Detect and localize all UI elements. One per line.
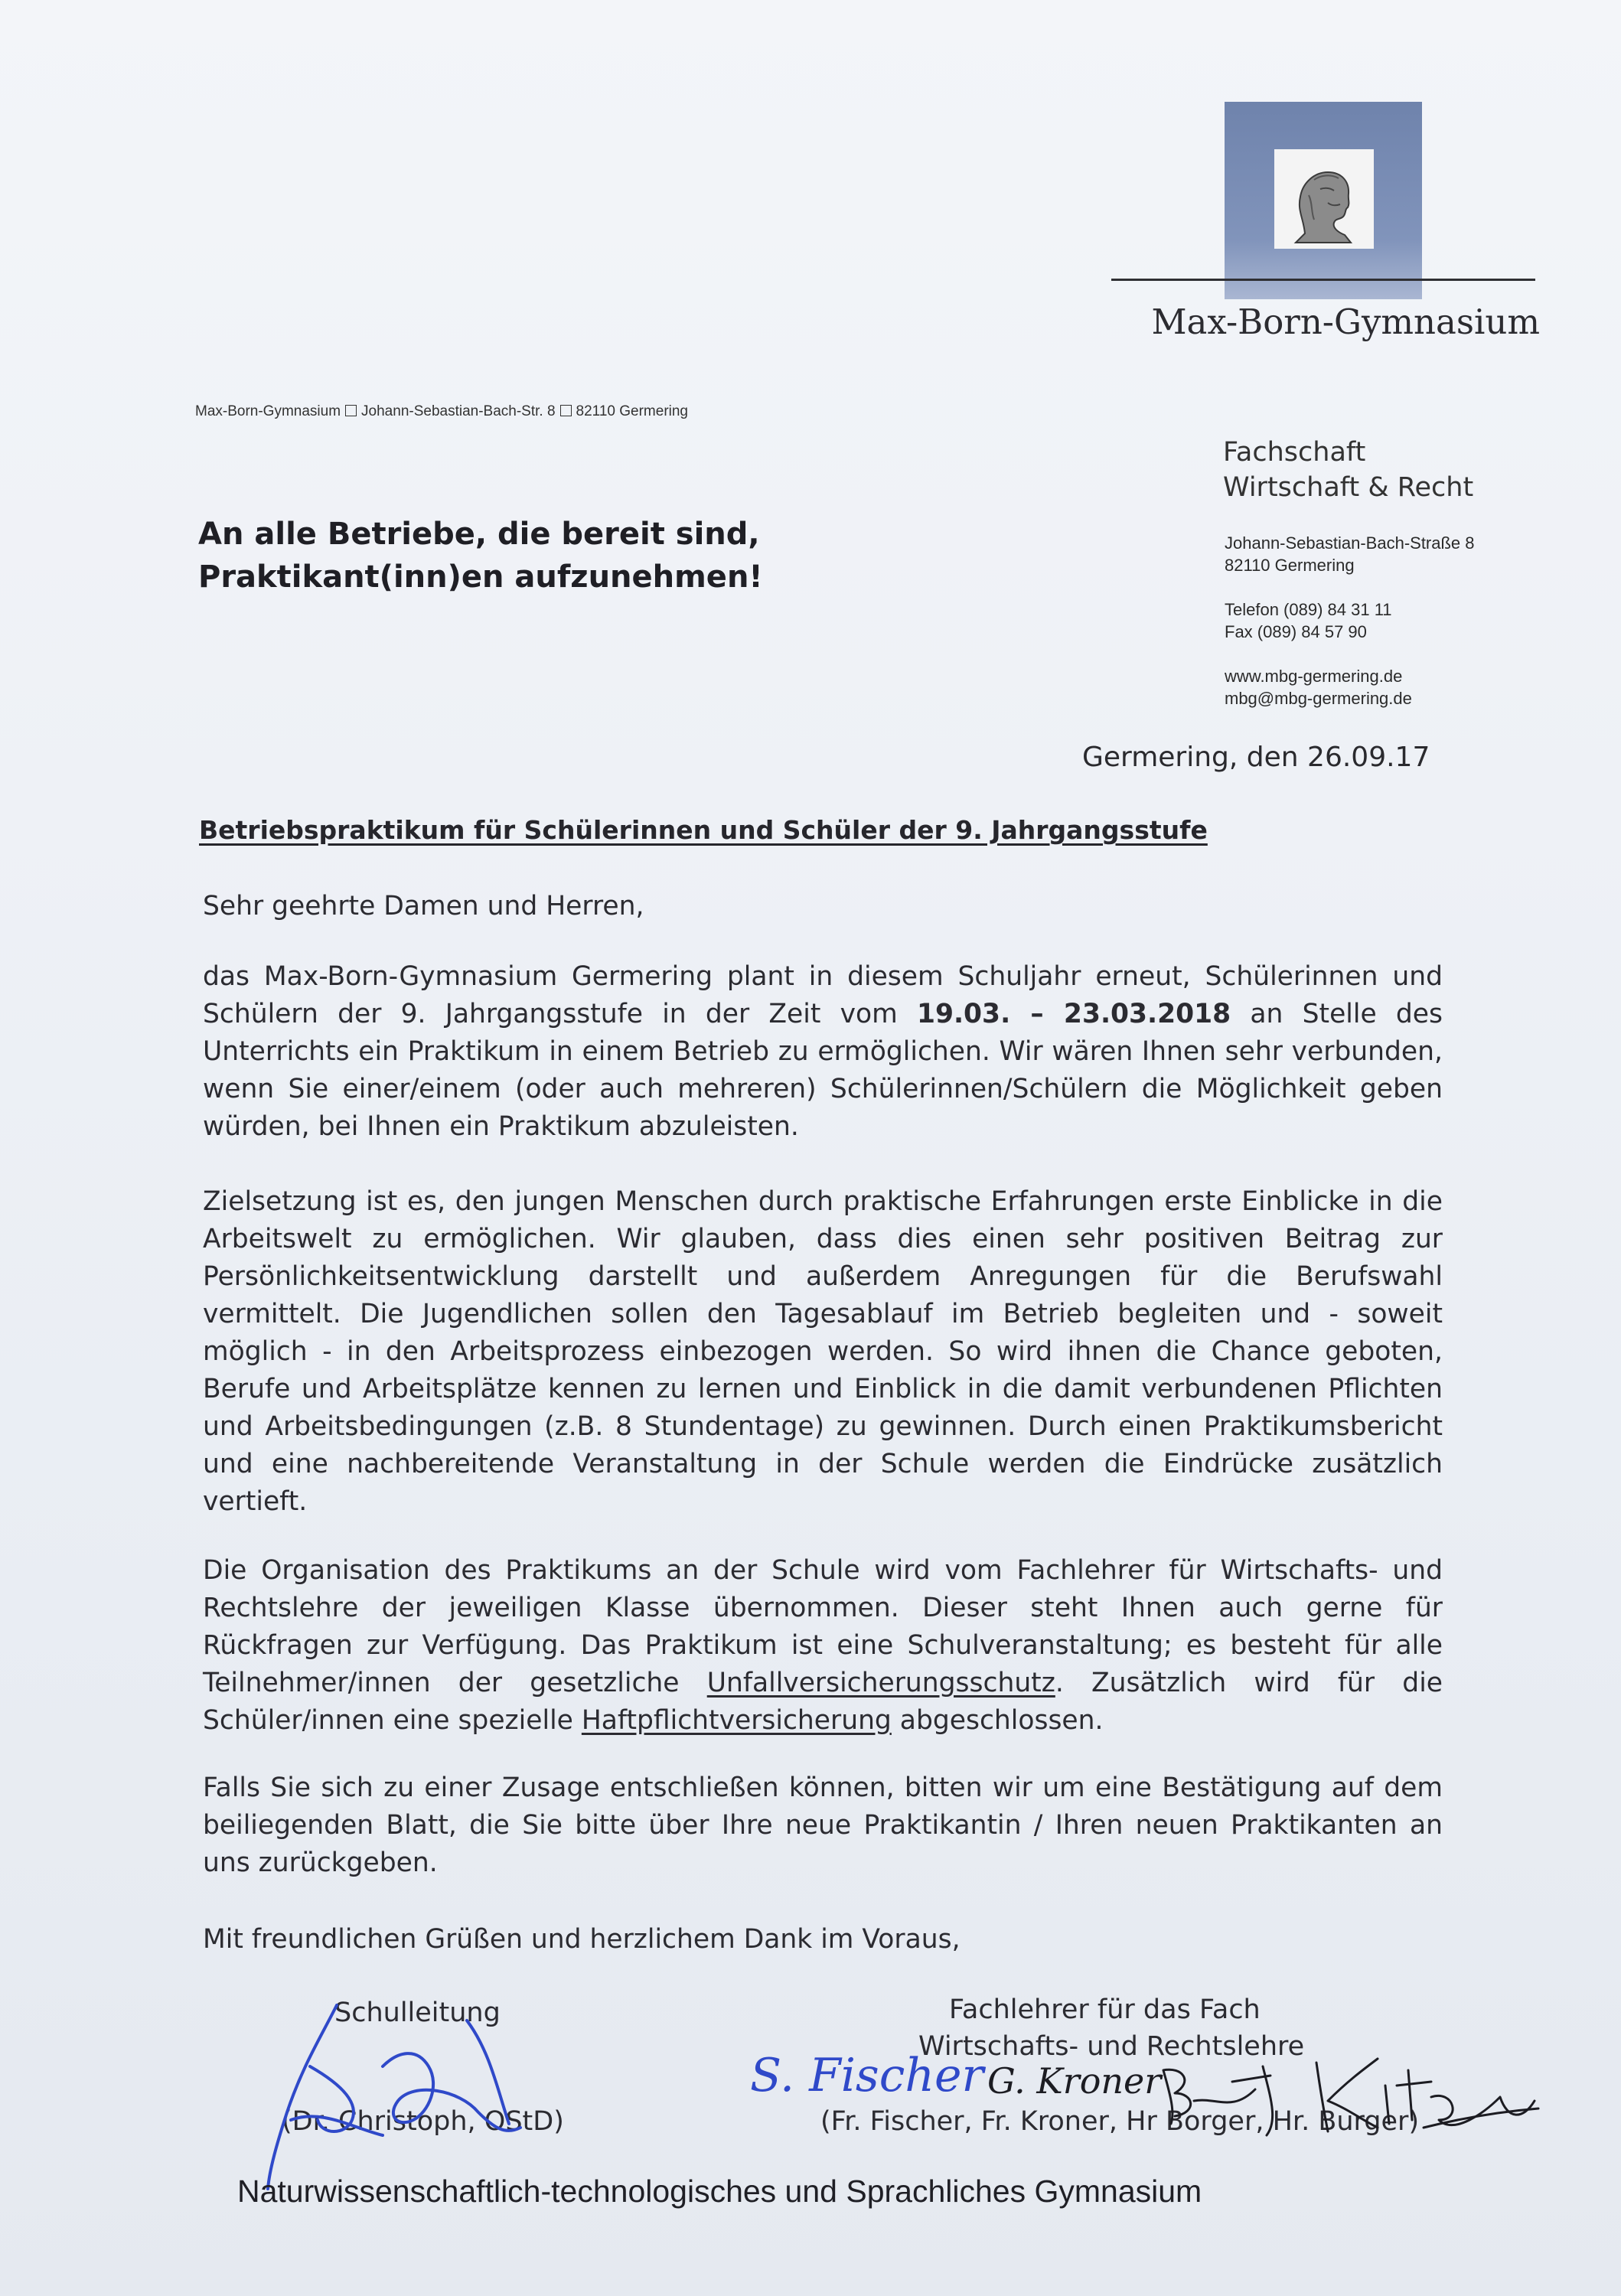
department-name (1223, 435, 1473, 505)
paragraph-1-text-b: an Stelle des Unterrichts ein Praktikum in einem Betrieb zu ermöglichen. Wir wären Ihnen sehr verbunden, wenn Sie einer/einem (oder auch mehreren) Schülerinnen/Schülern die Möglichkeit geben würden, bei Ihnen ein Praktikum abzuleisten. (203, 999, 1443, 1142)
headline (198, 513, 763, 598)
sender-school: Max-Born-Gymnasium (195, 403, 341, 419)
signature-fischer: S. Fischer (750, 2049, 984, 2102)
paragraph-3-text-c: abgeschlossen. (891, 1705, 1104, 1736)
principal-name: (Dr. Christoph, OStD) (282, 2106, 564, 2137)
phone-number: Telefon (089) 84 31 11 (1225, 600, 1392, 619)
address-street: Johann-Sebastian-Bach-Straße 8 (1225, 533, 1475, 553)
school-profile-footer: Naturwissenschaftlich-technologisches und Sprachliches Gymnasium (237, 2174, 1202, 2209)
letterhead-rule (1111, 279, 1535, 281)
teachers-title-1: Fachlehrer für das Fach (949, 1994, 1261, 2025)
subject-line: Betriebspraktikum für Schülerinnen und Schüler der 9. Jahrgangsstufe (199, 815, 1208, 845)
paragraph-1-text-a: das Max-Born-Gymnasium Germering plant in diesem Schuljahr erneut, Schülerinnen und Schülern der 9. Jahrgangsstufe in der Zeit vom (203, 961, 1443, 1029)
sender-city: 82110 Germering (576, 403, 688, 419)
paragraph-3-text-a: Die Organisation des Praktikums an der Schule wird vom Fachlehrer für Wirtschafts- und Rechtslehre der jeweiligen Klasse übernommen. Dieser steht Ihnen auch gerne für Rückfragen zur Verfügung. Das Praktikum ist eine Schulveranstaltung; es besteht für alle Teilnehmer/innen der gesetzliche (203, 1555, 1443, 1698)
address-city: 82110 Germering (1225, 556, 1355, 575)
principal-title: Schulleitung (334, 1998, 501, 2028)
separator-box-icon (345, 405, 357, 416)
department-web-email (1225, 665, 1412, 709)
headline-line-1: An alle Betriebe, die bereit sind, (198, 517, 760, 552)
sender-street: Johann-Sebastian-Bach-Str. 8 (361, 403, 556, 419)
website-link[interactable]: www.mbg-germering.de (1225, 667, 1403, 686)
principal-signature-stroke (268, 2005, 337, 2189)
email-link[interactable]: mbg@mbg-germering.de (1225, 689, 1412, 708)
headline-line-2: Praktikant(inn)en aufzunehmen! (198, 559, 763, 595)
liability-insurance-term: Haftpflichtversicherung (581, 1705, 892, 1736)
closing: Mit freundlichen Grüßen und herzlichem Dank im Voraus, (203, 1924, 961, 1955)
school-name: Max-Born-Gymnasium (1151, 302, 1540, 342)
signature-kroner: G. Kroner (987, 2060, 1162, 2102)
paragraph-3 (203, 1552, 1443, 1740)
letter-date: Germering, den 26.09.17 (1082, 742, 1430, 773)
paragraph-2: Zielsetzung ist es, den jungen Menschen durch praktische Erfahrungen erste Einblicke in die Arbeitswelt zu ermöglichen. Wir glauben, dass dies einen sehr positiven Beitrag zur Persönlichkeitsentwicklung darstellt und außerdem Anregungen für die Berufswahl vermittelt. Die Jugendlichen sollen den Tagesablauf im Betrieb begleiten und - soweit möglich - in den Arbeitsprozess einbezogen werden. So wird ihnen die Chance geboten, Berufe und Arbeitsplätze kennen zu lernen und Einblick in die damit verbundenen Pflichten und Arbeitsbedingungen (z.B. 8 Stundentage) zu gewinnen. Durch einen Praktikumsbericht und eine nachbereitende Veranstaltung in der Schule werden die Eindrücke zusätzlich vertieft. (203, 1186, 1443, 1517)
separator-box-icon (560, 405, 572, 416)
fax-number: Fax (089) 84 57 90 (1225, 622, 1367, 641)
teachers-title-2: Wirtschafts- und Rechtslehre (918, 2031, 1305, 2062)
sender-return-address (195, 403, 688, 420)
teachers-names: (Fr. Fischer, Fr. Kroner, Hr Borger, Hr. Burger) (820, 2106, 1420, 2137)
paragraph-3-text-b: . Zusätzlich wird für die Schüler/innen eine spezielle (203, 1668, 1443, 1736)
portrait-image (1274, 149, 1374, 249)
department-phone-fax (1225, 598, 1392, 643)
paragraph-4: Falls Sie sich zu einer Zusage entschließen können, bitten wir um eine Bestätigung auf dem beiliegenden Blatt, die Sie bitte über Ihre neue Praktikantin / Ihren neuen Praktikanten an uns zurückgeben. (203, 1773, 1443, 1878)
salutation: Sehr geehrte Damen und Herren, (203, 891, 644, 921)
department-address (1225, 532, 1475, 576)
department-line-1: Fachschaft (1223, 437, 1366, 468)
paragraph-1 (203, 958, 1443, 1146)
signature-burger-stroke (1424, 2108, 1538, 2128)
accident-insurance-term: Unfallversicherungsschutz (706, 1668, 1055, 1698)
department-line-2: Wirtschaft & Recht (1223, 472, 1474, 503)
internship-dates: 19.03. – 23.03.2018 (916, 999, 1231, 1029)
